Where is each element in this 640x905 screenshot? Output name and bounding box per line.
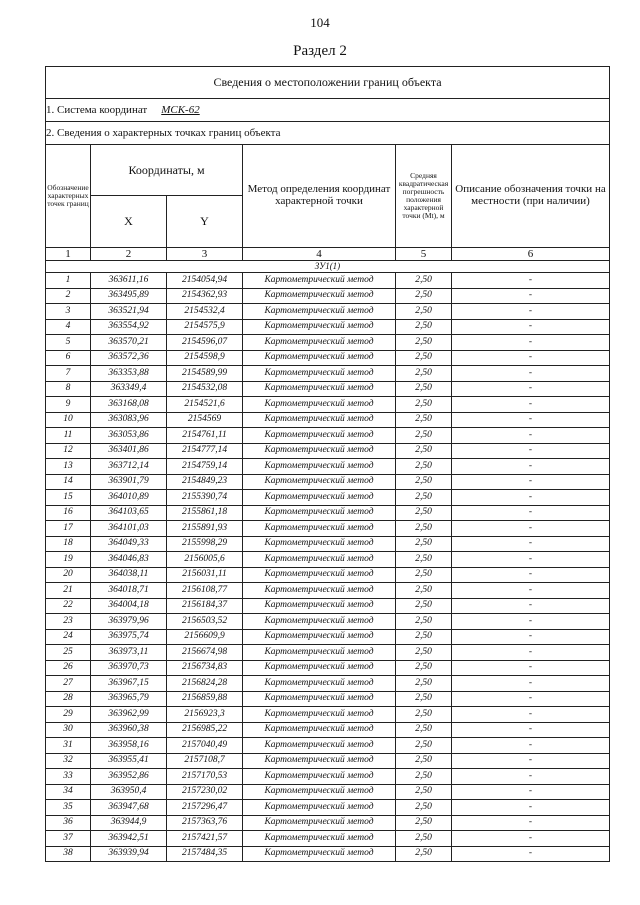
accuracy-cell: 2,50 — [396, 583, 452, 599]
y-coordinate-cell: 2155998,29 — [167, 536, 243, 552]
points-heading: 2. Сведения о характерных точках границ объекта — [46, 122, 610, 145]
x-coordinate-cell: 364038,11 — [91, 567, 167, 583]
table-row — [46, 350, 610, 366]
method-cell: Картометрический метод — [243, 707, 396, 723]
y-coordinate-cell: 2154849,23 — [167, 474, 243, 490]
method-cell: Картометрический метод — [243, 443, 396, 459]
description-cell: - — [452, 412, 610, 428]
coord-system-cell — [46, 99, 610, 122]
y-coordinate-cell: 2157363,76 — [167, 815, 243, 831]
x-coordinate-cell: 363554,92 — [91, 319, 167, 335]
description-cell: - — [452, 660, 610, 676]
header-accuracy: Средняя квадратическая погрешность положения характерной точки (Mt), м — [396, 145, 452, 248]
table-row — [46, 381, 610, 397]
header-x: X — [91, 196, 167, 248]
accuracy-cell: 2,50 — [396, 428, 452, 444]
point-number-cell: 15 — [46, 490, 91, 506]
description-cell: - — [452, 707, 610, 723]
method-cell: Картометрический метод — [243, 614, 396, 630]
y-coordinate-cell: 2157296,47 — [167, 800, 243, 816]
y-coordinate-cell: 2157230,02 — [167, 784, 243, 800]
column-numbers-row — [46, 248, 610, 261]
table-row — [46, 505, 610, 521]
table-row — [46, 335, 610, 351]
description-cell: - — [452, 753, 610, 769]
point-number-cell: 32 — [46, 753, 91, 769]
x-coordinate-cell: 363401,86 — [91, 443, 167, 459]
method-cell: Картометрический метод — [243, 598, 396, 614]
accuracy-cell: 2,50 — [396, 707, 452, 723]
method-cell: Картометрический метод — [243, 412, 396, 428]
accuracy-cell: 2,50 — [396, 800, 452, 816]
accuracy-cell: 2,50 — [396, 443, 452, 459]
accuracy-cell: 2,50 — [396, 753, 452, 769]
point-number-cell: 14 — [46, 474, 91, 490]
x-coordinate-cell: 363939,94 — [91, 846, 167, 862]
accuracy-cell: 2,50 — [396, 629, 452, 645]
x-coordinate-cell: 363950,4 — [91, 784, 167, 800]
accuracy-cell: 2,50 — [396, 381, 452, 397]
point-number-cell: 28 — [46, 691, 91, 707]
x-coordinate-cell: 363495,89 — [91, 288, 167, 304]
method-cell: Картометрический метод — [243, 629, 396, 645]
method-cell: Картометрический метод — [243, 831, 396, 847]
description-cell: - — [452, 583, 610, 599]
description-cell: - — [452, 335, 610, 351]
description-cell: - — [452, 428, 610, 444]
y-coordinate-cell: 2155390,74 — [167, 490, 243, 506]
x-coordinate-cell: 363952,86 — [91, 769, 167, 785]
x-coordinate-cell: 363944,9 — [91, 815, 167, 831]
method-cell: Картометрический метод — [243, 490, 396, 506]
x-coordinate-cell: 364101,03 — [91, 521, 167, 537]
column-number: 2 — [91, 248, 167, 261]
method-cell: Картометрический метод — [243, 846, 396, 862]
description-cell: - — [452, 443, 610, 459]
table-row — [46, 645, 610, 661]
accuracy-cell: 2,50 — [396, 350, 452, 366]
method-cell: Картометрический метод — [243, 366, 396, 382]
point-number-cell: 12 — [46, 443, 91, 459]
table-row — [46, 784, 610, 800]
zone-label: ЗУ1(1) — [46, 261, 610, 273]
y-coordinate-cell: 2154777,14 — [167, 443, 243, 459]
description-cell: - — [452, 319, 610, 335]
y-coordinate-cell: 2156923,3 — [167, 707, 243, 723]
method-cell: Картометрический метод — [243, 474, 396, 490]
point-number-cell: 36 — [46, 815, 91, 831]
method-cell: Картометрический метод — [243, 645, 396, 661]
table-row — [46, 319, 610, 335]
x-coordinate-cell: 363979,96 — [91, 614, 167, 630]
table-row — [46, 304, 610, 320]
header-y: Y — [167, 196, 243, 248]
method-cell: Картометрический метод — [243, 428, 396, 444]
point-number-cell: 38 — [46, 846, 91, 862]
method-cell: Картометрический метод — [243, 722, 396, 738]
accuracy-cell: 2,50 — [396, 738, 452, 754]
accuracy-cell: 2,50 — [396, 397, 452, 413]
description-cell: - — [452, 350, 610, 366]
table-row — [46, 536, 610, 552]
method-cell: Картометрический метод — [243, 381, 396, 397]
x-coordinate-cell: 363942,51 — [91, 831, 167, 847]
y-coordinate-cell: 2155891,93 — [167, 521, 243, 537]
boundary-table — [45, 66, 610, 862]
accuracy-cell: 2,50 — [396, 319, 452, 335]
table-row — [46, 815, 610, 831]
accuracy-cell: 2,50 — [396, 815, 452, 831]
method-cell: Картометрический метод — [243, 676, 396, 692]
x-coordinate-cell: 363611,16 — [91, 273, 167, 289]
accuracy-cell: 2,50 — [396, 505, 452, 521]
method-cell: Картометрический метод — [243, 567, 396, 583]
point-number-cell: 20 — [46, 567, 91, 583]
description-cell: - — [452, 614, 610, 630]
y-coordinate-cell: 2156674,98 — [167, 645, 243, 661]
point-number-cell: 22 — [46, 598, 91, 614]
description-cell: - — [452, 846, 610, 862]
description-cell: - — [452, 397, 610, 413]
header-coordinates: Координаты, м — [91, 145, 243, 196]
description-cell: - — [452, 676, 610, 692]
column-number: 1 — [46, 248, 91, 261]
point-number-cell: 7 — [46, 366, 91, 382]
method-cell: Картометрический метод — [243, 459, 396, 475]
method-cell: Картометрический метод — [243, 273, 396, 289]
point-number-cell: 37 — [46, 831, 91, 847]
method-cell: Картометрический метод — [243, 691, 396, 707]
x-coordinate-cell: 363962,99 — [91, 707, 167, 723]
header-row-1 — [46, 145, 610, 196]
x-coordinate-cell: 363958,16 — [91, 738, 167, 754]
accuracy-cell: 2,50 — [396, 288, 452, 304]
y-coordinate-cell: 2154575,9 — [167, 319, 243, 335]
table-row — [46, 769, 610, 785]
x-coordinate-cell: 363712,14 — [91, 459, 167, 475]
y-coordinate-cell: 2157040,49 — [167, 738, 243, 754]
accuracy-cell: 2,50 — [396, 676, 452, 692]
description-cell: - — [452, 691, 610, 707]
description-cell: - — [452, 629, 610, 645]
coord-system-label: 1. Система координат — [46, 104, 148, 116]
description-cell: - — [452, 567, 610, 583]
x-coordinate-cell: 363947,68 — [91, 800, 167, 816]
x-coordinate-cell: 363083,96 — [91, 412, 167, 428]
table-row — [46, 428, 610, 444]
description-cell: - — [452, 645, 610, 661]
accuracy-cell: 2,50 — [396, 459, 452, 475]
description-cell: - — [452, 381, 610, 397]
accuracy-cell: 2,50 — [396, 691, 452, 707]
accuracy-cell: 2,50 — [396, 660, 452, 676]
header-method: Метод определения координат характерной точки — [243, 145, 396, 248]
method-cell: Картометрический метод — [243, 784, 396, 800]
table-row — [46, 288, 610, 304]
table-row — [46, 629, 610, 645]
x-coordinate-cell: 364103,65 — [91, 505, 167, 521]
description-cell: - — [452, 722, 610, 738]
description-cell: - — [452, 273, 610, 289]
page-number: 104 — [310, 15, 330, 30]
x-coordinate-cell: 363572,36 — [91, 350, 167, 366]
description-cell: - — [452, 474, 610, 490]
accuracy-cell: 2,50 — [396, 521, 452, 537]
description-cell: - — [452, 366, 610, 382]
y-coordinate-cell: 2156734,83 — [167, 660, 243, 676]
x-coordinate-cell: 363965,79 — [91, 691, 167, 707]
table-row — [46, 552, 610, 568]
x-coordinate-cell: 363349,4 — [91, 381, 167, 397]
point-number-cell: 1 — [46, 273, 91, 289]
table-row — [46, 567, 610, 583]
accuracy-cell: 2,50 — [396, 784, 452, 800]
table-row — [46, 614, 610, 630]
column-number: 6 — [452, 248, 610, 261]
y-coordinate-cell: 2154761,11 — [167, 428, 243, 444]
accuracy-cell: 2,50 — [396, 273, 452, 289]
method-cell: Картометрический метод — [243, 738, 396, 754]
y-coordinate-cell: 2156985,22 — [167, 722, 243, 738]
point-number-cell: 5 — [46, 335, 91, 351]
x-coordinate-cell: 363168,08 — [91, 397, 167, 413]
coord-system-row — [46, 99, 610, 122]
table-row — [46, 443, 610, 459]
section-title: Раздел 2 — [293, 43, 347, 59]
table-row — [46, 412, 610, 428]
point-number-cell: 26 — [46, 660, 91, 676]
method-cell: Картометрический метод — [243, 319, 396, 335]
table-row — [46, 273, 610, 289]
description-cell: - — [452, 815, 610, 831]
accuracy-cell: 2,50 — [396, 304, 452, 320]
y-coordinate-cell: 2154598,9 — [167, 350, 243, 366]
zone-row — [46, 261, 610, 273]
point-number-cell: 19 — [46, 552, 91, 568]
table-row — [46, 707, 610, 723]
description-cell: - — [452, 738, 610, 754]
x-coordinate-cell: 363975,74 — [91, 629, 167, 645]
x-coordinate-cell: 364046,83 — [91, 552, 167, 568]
description-cell: - — [452, 459, 610, 475]
description-cell: - — [452, 505, 610, 521]
column-number: 3 — [167, 248, 243, 261]
description-cell: - — [452, 552, 610, 568]
table-row — [46, 583, 610, 599]
y-coordinate-cell: 2156609,9 — [167, 629, 243, 645]
x-coordinate-cell: 363901,79 — [91, 474, 167, 490]
point-number-cell: 4 — [46, 319, 91, 335]
point-number-cell: 6 — [46, 350, 91, 366]
table-row — [46, 660, 610, 676]
x-coordinate-cell: 364010,89 — [91, 490, 167, 506]
point-number-cell: 9 — [46, 397, 91, 413]
method-cell: Картометрический метод — [243, 583, 396, 599]
point-number-cell: 10 — [46, 412, 91, 428]
x-coordinate-cell: 363570,21 — [91, 335, 167, 351]
y-coordinate-cell: 2157421,57 — [167, 831, 243, 847]
point-number-cell: 21 — [46, 583, 91, 599]
table-row — [46, 846, 610, 862]
description-cell: - — [452, 769, 610, 785]
accuracy-cell: 2,50 — [396, 769, 452, 785]
point-number-cell: 16 — [46, 505, 91, 521]
point-number-cell: 27 — [46, 676, 91, 692]
column-number: 4 — [243, 248, 396, 261]
column-number: 5 — [396, 248, 452, 261]
y-coordinate-cell: 2156503,52 — [167, 614, 243, 630]
y-coordinate-cell: 2156859,88 — [167, 691, 243, 707]
point-number-cell: 3 — [46, 304, 91, 320]
y-coordinate-cell: 2154596,07 — [167, 335, 243, 351]
description-cell: - — [452, 288, 610, 304]
accuracy-cell: 2,50 — [396, 598, 452, 614]
description-cell: - — [452, 598, 610, 614]
x-coordinate-cell: 364049,33 — [91, 536, 167, 552]
method-cell: Картометрический метод — [243, 660, 396, 676]
table-row — [46, 397, 610, 413]
table-row — [46, 691, 610, 707]
table-row — [46, 490, 610, 506]
description-cell: - — [452, 490, 610, 506]
point-number-cell: 11 — [46, 428, 91, 444]
table-row — [46, 521, 610, 537]
y-coordinate-cell: 2154589,99 — [167, 366, 243, 382]
point-number-cell: 33 — [46, 769, 91, 785]
point-number-cell: 13 — [46, 459, 91, 475]
accuracy-cell: 2,50 — [396, 722, 452, 738]
method-cell: Картометрический метод — [243, 350, 396, 366]
accuracy-cell: 2,50 — [396, 645, 452, 661]
accuracy-cell: 2,50 — [396, 614, 452, 630]
description-cell: - — [452, 800, 610, 816]
method-cell: Картометрический метод — [243, 536, 396, 552]
y-coordinate-cell: 2156031,11 — [167, 567, 243, 583]
coord-system-value: МСК-62 — [161, 104, 200, 116]
point-number-cell: 30 — [46, 722, 91, 738]
y-coordinate-cell: 2154532,4 — [167, 304, 243, 320]
accuracy-cell: 2,50 — [396, 474, 452, 490]
description-cell: - — [452, 521, 610, 537]
method-cell: Картометрический метод — [243, 800, 396, 816]
table-row — [46, 753, 610, 769]
method-cell: Картометрический метод — [243, 288, 396, 304]
point-number-cell: 29 — [46, 707, 91, 723]
table-title-row — [46, 67, 610, 99]
table-row — [46, 459, 610, 475]
point-number-cell: 18 — [46, 536, 91, 552]
method-cell: Картометрический метод — [243, 505, 396, 521]
y-coordinate-cell: 2154054,94 — [167, 273, 243, 289]
x-coordinate-cell: 363960,38 — [91, 722, 167, 738]
accuracy-cell: 2,50 — [396, 846, 452, 862]
x-coordinate-cell: 364004,18 — [91, 598, 167, 614]
method-cell: Картометрический метод — [243, 552, 396, 568]
accuracy-cell: 2,50 — [396, 567, 452, 583]
y-coordinate-cell: 2154362,93 — [167, 288, 243, 304]
description-cell: - — [452, 784, 610, 800]
point-number-cell: 23 — [46, 614, 91, 630]
method-cell: Картометрический метод — [243, 304, 396, 320]
header-description: Описание обозначения точки на местности (при наличии) — [452, 145, 610, 248]
y-coordinate-cell: 2156184,37 — [167, 598, 243, 614]
method-cell: Картометрический метод — [243, 815, 396, 831]
point-number-cell: 35 — [46, 800, 91, 816]
point-number-cell: 8 — [46, 381, 91, 397]
points-heading-row — [46, 122, 610, 145]
accuracy-cell: 2,50 — [396, 335, 452, 351]
method-cell: Картометрический метод — [243, 769, 396, 785]
x-coordinate-cell: 363967,15 — [91, 676, 167, 692]
table-row — [46, 831, 610, 847]
accuracy-cell: 2,50 — [396, 412, 452, 428]
y-coordinate-cell: 2156108,77 — [167, 583, 243, 599]
x-coordinate-cell: 363970,73 — [91, 660, 167, 676]
x-coordinate-cell: 363955,41 — [91, 753, 167, 769]
y-coordinate-cell: 2154532,08 — [167, 381, 243, 397]
y-coordinate-cell: 2157484,35 — [167, 846, 243, 862]
description-cell: - — [452, 536, 610, 552]
accuracy-cell: 2,50 — [396, 366, 452, 382]
accuracy-cell: 2,50 — [396, 831, 452, 847]
description-cell: - — [452, 304, 610, 320]
header-point-names: Обозначение характерных точек границ — [46, 145, 91, 248]
y-coordinate-cell: 2157108,7 — [167, 753, 243, 769]
table-row — [46, 676, 610, 692]
x-coordinate-cell: 364018,71 — [91, 583, 167, 599]
y-coordinate-cell: 2154569 — [167, 412, 243, 428]
point-number-cell: 24 — [46, 629, 91, 645]
point-number-cell: 34 — [46, 784, 91, 800]
table-row — [46, 366, 610, 382]
x-coordinate-cell: 363973,11 — [91, 645, 167, 661]
accuracy-cell: 2,50 — [396, 552, 452, 568]
method-cell: Картометрический метод — [243, 753, 396, 769]
y-coordinate-cell: 2156005,6 — [167, 552, 243, 568]
table-title: Сведения о местоположении границ объекта — [46, 67, 610, 99]
accuracy-cell: 2,50 — [396, 490, 452, 506]
table-row — [46, 598, 610, 614]
point-number-cell: 25 — [46, 645, 91, 661]
table-row — [46, 738, 610, 754]
y-coordinate-cell: 2154759,14 — [167, 459, 243, 475]
method-cell: Картометрический метод — [243, 521, 396, 537]
description-cell: - — [452, 831, 610, 847]
x-coordinate-cell: 363353,88 — [91, 366, 167, 382]
table-body — [46, 67, 610, 862]
x-coordinate-cell: 363053,86 — [91, 428, 167, 444]
y-coordinate-cell: 2154521,6 — [167, 397, 243, 413]
table-row — [46, 800, 610, 816]
table-row — [46, 474, 610, 490]
x-coordinate-cell: 363521,94 — [91, 304, 167, 320]
table-row — [46, 722, 610, 738]
point-number-cell: 2 — [46, 288, 91, 304]
method-cell: Картометрический метод — [243, 335, 396, 351]
point-number-cell: 31 — [46, 738, 91, 754]
method-cell: Картометрический метод — [243, 397, 396, 413]
y-coordinate-cell: 2155861,18 — [167, 505, 243, 521]
point-number-cell: 17 — [46, 521, 91, 537]
accuracy-cell: 2,50 — [396, 536, 452, 552]
y-coordinate-cell: 2156824,28 — [167, 676, 243, 692]
y-coordinate-cell: 2157170,53 — [167, 769, 243, 785]
